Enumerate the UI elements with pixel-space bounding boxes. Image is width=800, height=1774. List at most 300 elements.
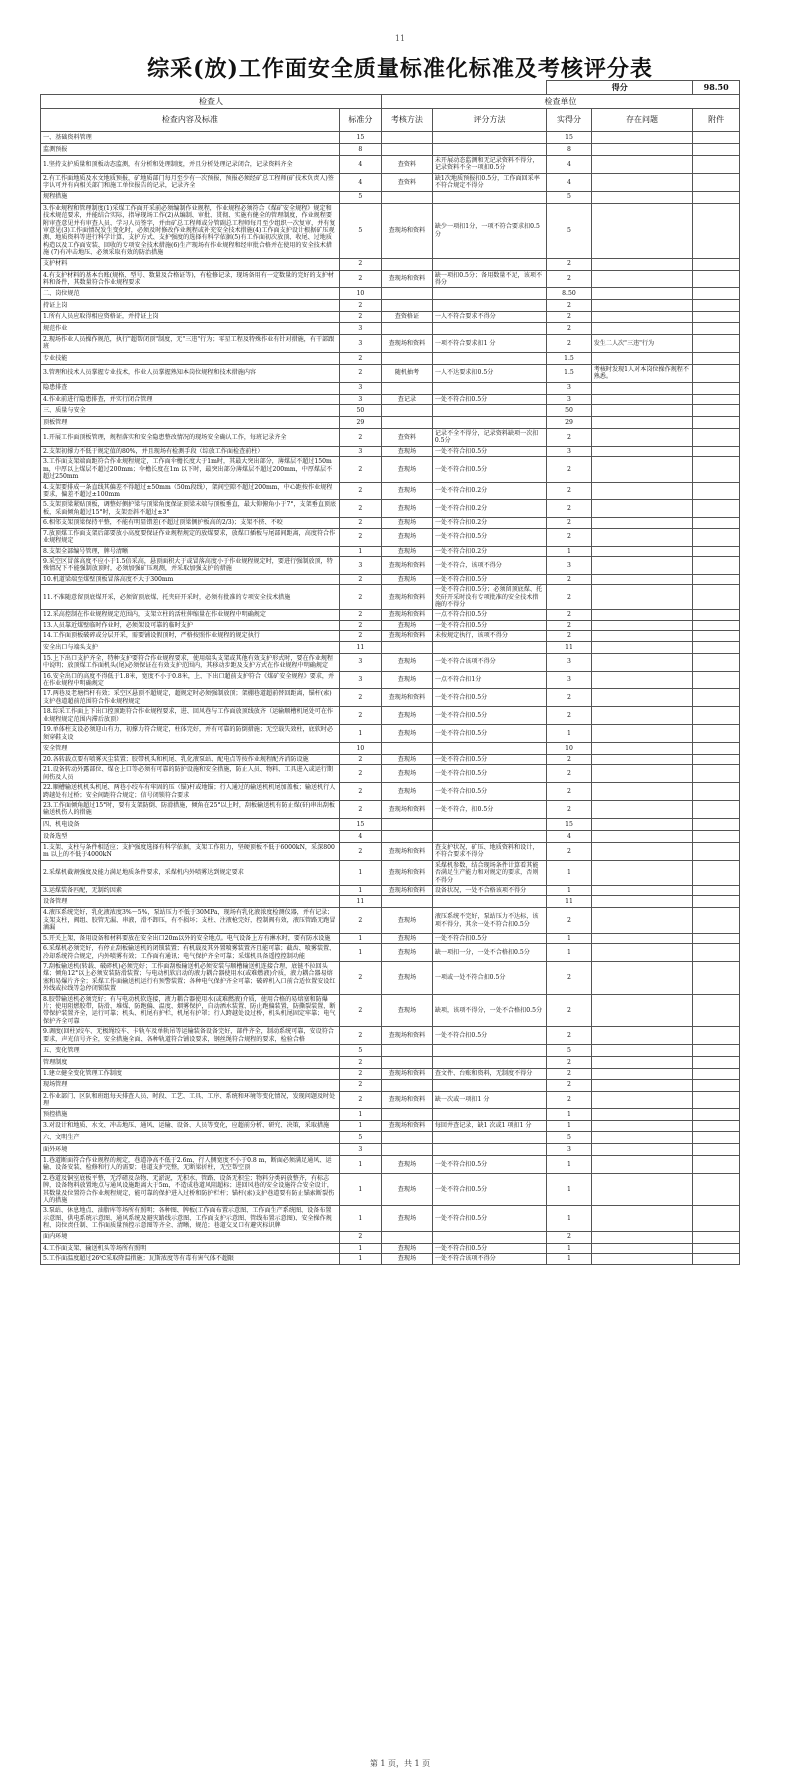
eval-method: 缺少一项扣1分，一项不符合要求扣0.5分: [432, 203, 546, 258]
eval-cell: [432, 288, 546, 300]
eval-method: 一处不符合扣0.5分: [432, 528, 546, 546]
issue-cell: [591, 429, 693, 447]
actual-score: 2: [547, 300, 591, 312]
check-method: 随机抽考: [382, 364, 433, 382]
actual-score: 2: [547, 270, 591, 288]
note-cell: [693, 610, 740, 620]
table-row: [41, 707, 740, 725]
eval-method: 一处不符合扣0.5分: [432, 754, 546, 764]
check-method: 查现场和资料: [382, 1121, 433, 1131]
note-cell: [693, 742, 740, 754]
table-row: [41, 312, 740, 322]
header-method: 考核方法: [382, 109, 433, 132]
note-cell: [693, 417, 740, 429]
actual-score: 2: [547, 585, 591, 610]
actual-score: 8.50: [547, 288, 591, 300]
actual-score: 4: [547, 173, 591, 191]
note-cell: [693, 818, 740, 830]
standard-score: 2: [339, 1231, 381, 1243]
eval-method: 一处不符合扣0.5分: [432, 707, 546, 725]
note-cell: [693, 482, 740, 500]
check-method: 查资料: [382, 429, 433, 447]
actual-score: 2: [547, 707, 591, 725]
eval-cell: [432, 1231, 546, 1243]
eval-cell: [432, 1057, 546, 1069]
standard-score: 1: [339, 725, 381, 743]
note-cell: [693, 1243, 740, 1253]
method-cell: [382, 641, 433, 653]
eval-cell: [432, 405, 546, 417]
note-cell: [693, 842, 740, 860]
issue-cell: [591, 203, 693, 258]
eval-cell: [432, 742, 546, 754]
note-cell: [693, 1173, 740, 1206]
note-cell: [693, 801, 740, 819]
section-row: [41, 352, 740, 364]
table-row: [41, 500, 740, 518]
page-title: 综采(放)工作面安全质量标准化标准及考核评分表: [147, 56, 653, 82]
standard-score: 3: [339, 394, 381, 404]
table-row: [41, 1027, 740, 1045]
note-cell: [693, 457, 740, 482]
note-cell: [693, 896, 740, 908]
actual-score: 1: [547, 1254, 591, 1264]
issue-cell: [591, 994, 693, 1027]
check-content: 2.采煤机截割强度及能力满足地质条件要求，采煤机内外喷雾达到规定要求: [41, 860, 340, 885]
check-content: 8.支架全部编号管理，牌号清晰: [41, 546, 340, 556]
eval-method: 一点不符合扣0.5分: [432, 610, 546, 620]
standard-score: 1: [339, 860, 381, 885]
actual-score: 2: [547, 1027, 591, 1045]
eval-method: 一处不符合扣0.5分；必须留顶底煤、托夹矸开采时没有专项批准的安全技术措施的不得分: [432, 585, 546, 610]
actual-score: 2: [547, 783, 591, 801]
section-row: [41, 1143, 740, 1155]
issue-cell: [591, 191, 693, 203]
note-cell: [693, 429, 740, 447]
note-cell: [693, 405, 740, 417]
eval-cell: [432, 417, 546, 429]
category-title: 六、文明生产: [41, 1131, 340, 1143]
standard-score: 2: [339, 801, 381, 819]
eval-cell: [432, 1109, 546, 1121]
check-content: 3.运煤装备匹配，无制约因素: [41, 886, 340, 896]
actual-score: 2: [547, 500, 591, 518]
issue-cell: [591, 801, 693, 819]
eval-method: 一处不符合扣0.5分: [432, 725, 546, 743]
note-cell: [693, 1109, 740, 1121]
eval-method: 一处不符合扣0.5分: [432, 1027, 546, 1045]
scoring-table: [40, 80, 740, 1265]
eval-method: 缺一次或一项扣1 分: [432, 1091, 546, 1109]
check-method: 查现场: [382, 500, 433, 518]
check-content: 10.机道梁端至煤壁顶板冒落高度不大于300mm: [41, 574, 340, 584]
note-cell: [693, 653, 740, 671]
section-title: 持证上岗: [41, 300, 340, 312]
note-cell: [693, 556, 740, 574]
table-row: [41, 1155, 740, 1173]
check-method: 查现场: [382, 653, 433, 671]
actual-score: 1: [547, 933, 591, 943]
eval-method: 一人不达要求扣0.5分: [432, 364, 546, 382]
eval-method: 一处不符合扣0.5分: [432, 689, 546, 707]
check-content: 1.巷道断面符合作业规程的规定，巷道净高不低于2.6m，行人侧宽度不小于0.8 m，断面必须满足通风、运输、设备安装、检修和行人的需要；巷道支护完整，无断梁折柱，无空帮空顶: [41, 1155, 340, 1173]
note-cell: [693, 908, 740, 933]
actual-score: 1: [547, 886, 591, 896]
eval-method: 缺项，该项不得分，一处不合格扣0.5分: [432, 994, 546, 1027]
note-cell: [693, 173, 740, 191]
check-method: 查现场和资料: [382, 610, 433, 620]
section-row: [41, 1057, 740, 1069]
standard-score: 5: [339, 191, 381, 203]
standard-score: 1: [339, 1121, 381, 1131]
table-row: [41, 610, 740, 620]
standard-score: 1: [339, 546, 381, 556]
section-row: [41, 258, 740, 270]
actual-score: 1: [547, 1173, 591, 1206]
standard-score: 2: [339, 842, 381, 860]
check-method: 查现场: [382, 482, 433, 500]
method-cell: [382, 258, 433, 270]
check-content: 11.不准随意留顶底煤开采，必须留顶底煤、托夹矸开采时，必须有批准的专项安全技术措施: [41, 585, 340, 610]
standard-score: 1: [339, 1254, 381, 1264]
issue-cell: [591, 830, 693, 842]
check-method: 查现场: [382, 1243, 433, 1253]
actual-score: 1: [547, 1121, 591, 1131]
standard-score: 1: [339, 933, 381, 943]
standard-score: 2: [339, 610, 381, 620]
issue-cell: [591, 1121, 693, 1131]
check-content: 5.支架顶梁紧贴顶板，调整好侧护梁与顶梁角度保证顶梁末端与顶板垂直，最大仰俯角小于7°，支架垂直顶底板，采面倾角超过15°时，支架歪斜不超过±3°: [41, 500, 340, 518]
section-row: [41, 1231, 740, 1243]
check-method: 查现场和资料: [382, 334, 433, 352]
standard-score: 1: [339, 944, 381, 962]
header-std: 标准分: [339, 109, 381, 132]
note-cell: [693, 1079, 740, 1091]
section-title: 规范作业: [41, 322, 340, 334]
method-cell: [382, 144, 433, 156]
note-cell: [693, 270, 740, 288]
inspector-row: [41, 95, 740, 109]
section-title: 规程措施: [41, 191, 340, 203]
standard-score: 2: [339, 707, 381, 725]
section-row: [41, 382, 740, 394]
eval-cell: [432, 144, 546, 156]
check-method: 查现场: [382, 1155, 433, 1173]
standard-score: 2: [339, 457, 381, 482]
eval-cell: [432, 132, 546, 144]
note-cell: [693, 288, 740, 300]
issue-cell: [591, 1027, 693, 1045]
eval-method: 一处不符合扣0.5分: [432, 1155, 546, 1173]
eval-cell: [432, 896, 546, 908]
eval-method: 一项或一处不符合扣0.5分: [432, 961, 546, 994]
issue-cell: [591, 1254, 693, 1264]
actual-score: 3: [547, 556, 591, 574]
method-cell: [382, 1057, 433, 1069]
note-cell: [693, 631, 740, 641]
table-row: [41, 270, 740, 288]
section-row: [41, 322, 740, 334]
score-row: [41, 81, 740, 95]
check-content: 2.现场作业人员操作规范，执行"超帮闭顶"制度，无"三违"行为；零星工程及特殊作业有针对措施，有干部跟班: [41, 334, 340, 352]
table-row: [41, 364, 740, 382]
issue-cell: [591, 546, 693, 556]
category-row: [41, 405, 740, 417]
standard-score: 3: [339, 671, 381, 689]
issue-cell: [591, 653, 693, 671]
note-cell: [693, 352, 740, 364]
standard-score: 2: [339, 1079, 381, 1091]
check-method: 查现场: [382, 754, 433, 764]
method-cell: [382, 132, 433, 144]
standard-score: 10: [339, 288, 381, 300]
standard-score: 1: [339, 1109, 381, 1121]
actual-score: 3: [547, 1143, 591, 1155]
actual-score: 50: [547, 405, 591, 417]
check-method: 查现场和资料: [382, 842, 433, 860]
eval-method: 一处不符合扣0.5分: [432, 1173, 546, 1206]
issue-cell: [591, 288, 693, 300]
eval-method: 一处不符合扣0.2分: [432, 546, 546, 556]
standard-score: 1: [339, 1155, 381, 1173]
table-row: [41, 1091, 740, 1109]
issue-cell: [591, 1243, 693, 1253]
issue-cell: [591, 610, 693, 620]
standard-score: 1: [339, 1243, 381, 1253]
standard-score: 2: [339, 429, 381, 447]
actual-score: 5: [547, 203, 591, 258]
table-row: [41, 574, 740, 584]
issue-cell: [591, 1091, 693, 1109]
issue-cell: [591, 754, 693, 764]
note-cell: [693, 641, 740, 653]
section-title: 设备管理: [41, 896, 340, 908]
issue-cell: [591, 908, 693, 933]
issue-cell: [591, 641, 693, 653]
issue-cell: [591, 689, 693, 707]
eval-cell: [432, 1143, 546, 1155]
check-content: 6.采煤机必须完好，有停止刮板输送机的闭锁装置；有机载及其外置喷雾装置齐且能可靠；截齿、喷雾装置、冷却系统符合规定，内外喷雾有效；工作面有通讯；电气保护齐全可靠；采煤机具备遥控控制功能: [41, 944, 340, 962]
eval-method: 每回井查记录，缺1 次或1 项扣1 分: [432, 1121, 546, 1131]
standard-score: 2: [339, 631, 381, 641]
table-row: [41, 1173, 740, 1206]
issue-cell: [591, 842, 693, 860]
method-cell: [382, 1143, 433, 1155]
check-content: 1.支架、支柱与条件相适应；支护强度选择有科学依据，支架工作阻力，坚硬顶板不低于6000kN，采深800m 以上的不低于4000kN: [41, 842, 340, 860]
check-content: 7.放顶煤工作面支架后部要放小高度要保证作业规程规定的放煤要求，放煤口插板与尾部间距离，高度符合作业规程规定: [41, 528, 340, 546]
section-row: [41, 300, 740, 312]
actual-score: 2: [547, 631, 591, 641]
issue-cell: [591, 482, 693, 500]
standard-score: 2: [339, 528, 381, 546]
actual-score: 1.5: [547, 352, 591, 364]
check-method: 查现场: [382, 783, 433, 801]
check-content: 17.两巷及老塘挡杆有效；采空区悬顶不超规定，超规定时必须强制放顶；架棚巷道超前替回距离，锚杆(索)支护巷道超前范围符合作业规程规定: [41, 689, 340, 707]
note-cell: [693, 689, 740, 707]
eval-method: 一处不符合扣0.2分: [432, 518, 546, 528]
issue-cell: [591, 528, 693, 546]
actual-score: 10: [547, 742, 591, 754]
actual-score: 4: [547, 156, 591, 174]
check-method: 查现场: [382, 933, 433, 943]
check-content: 3.管理和技术人员掌握专业技术，作业人员掌握熟知本岗位规程和技术措施内容: [41, 364, 340, 382]
actual-score: 2: [547, 1079, 591, 1091]
standard-score: 3: [339, 382, 381, 394]
issue-cell: [591, 860, 693, 885]
eval-method: 一人不符合要求不得分: [432, 312, 546, 322]
table-row: [41, 482, 740, 500]
section-title: 支护材料: [41, 258, 340, 270]
standard-score: 2: [339, 585, 381, 610]
issue-cell: [591, 156, 693, 174]
table-row: [41, 556, 740, 574]
actual-score: 1: [547, 860, 591, 885]
table-row: [41, 156, 740, 174]
standard-score: 2: [339, 574, 381, 584]
category-title: 四、机电设备: [41, 818, 340, 830]
table-row: [41, 620, 740, 630]
standard-score: 2: [339, 994, 381, 1027]
note-cell: [693, 707, 740, 725]
check-method: 查现场: [382, 446, 433, 456]
table-row: [41, 631, 740, 641]
section-title: 专业技能: [41, 352, 340, 364]
check-method: 查现场和资料: [382, 556, 433, 574]
eval-method: 一处不符合，该项不得分: [432, 556, 546, 574]
issue-cell: [591, 896, 693, 908]
table-row: [41, 429, 740, 447]
header-note: 附件: [693, 109, 740, 132]
standard-score: 10: [339, 742, 381, 754]
category-row: [41, 288, 740, 300]
check-content: 12.采高控制在作业规程规定范围内，支架立柱的活柱伸缩量在作业规程中明确规定: [41, 610, 340, 620]
check-content: 4.有支护材料的基本台账(规格、型号、数量及合格证等)，有检修记录，现场备用有一定数量的完好的支护材料和备件，其数量符合作业规程要求: [41, 270, 340, 288]
header-content: 检查内容及标准: [41, 109, 340, 132]
issue-cell: 考核时发现1人对本岗位操作规程不熟悉。: [591, 364, 693, 382]
check-method: 查资料: [382, 173, 433, 191]
table-row: [41, 334, 740, 352]
check-method: 查现场: [382, 620, 433, 630]
method-cell: [382, 1231, 433, 1243]
check-method: 查现场: [382, 546, 433, 556]
standard-score: 2: [339, 500, 381, 518]
issue-cell: [591, 961, 693, 994]
standard-score: 5: [339, 1131, 381, 1143]
issue-cell: [591, 783, 693, 801]
note-cell: [693, 1131, 740, 1143]
check-method: 查现场和资料: [382, 1069, 433, 1079]
eval-cell: [432, 1079, 546, 1091]
check-content: 2.有工作面地质及水文地质预报，矿地质部门每月至少有一次预报，预报必须经矿总工程师(矿技术负责人)签字认可并有向相关部门和施工单位报告的记录，记录齐全: [41, 173, 340, 191]
issue-cell: [591, 1231, 693, 1243]
note-cell: [693, 394, 740, 404]
actual-score: 1: [547, 1109, 591, 1121]
method-cell: [382, 322, 433, 334]
table-row: [41, 765, 740, 783]
table-row: [41, 1206, 740, 1231]
note-cell: [693, 1091, 740, 1109]
table-row: [41, 725, 740, 743]
eval-method: 一处不符合扣0.5分: [432, 620, 546, 630]
note-cell: [693, 830, 740, 842]
standard-score: 3: [339, 556, 381, 574]
method-cell: [382, 1109, 433, 1121]
issue-cell: [591, 933, 693, 943]
check-content: 23.工作面倾角超过15°时，要有支架防倒、防滑措施，倾角在25°以上时，刮板输送机有防止煤(矸)串出刮板输送机伤人的措施: [41, 801, 340, 819]
standard-score: 4: [339, 156, 381, 174]
section-title: 面内环境: [41, 1231, 340, 1243]
eval-method: 采煤机参数，结合现场条件计算看其能否满足生产能力和对规定的要求，否则不得分: [432, 860, 546, 885]
issue-cell: [591, 574, 693, 584]
note-cell: [693, 334, 740, 352]
check-content: 4.作业前进行隐患排查，并实行闭合管理: [41, 394, 340, 404]
actual-score: 1: [547, 725, 591, 743]
eval-method: 一处不符合扣0.5分: [432, 446, 546, 456]
issue-cell: [591, 620, 693, 630]
check-content: 15.上下出口支护齐全，特种支护要符合作业规程要求，使用端头支架或其他有效支护形式时，要在作业规程中说明；放顶煤工作面机头(尾)必须保证在有效支护范围内，其移动步距及支护方式在作业规程中明确规定: [41, 653, 340, 671]
eval-method: 设备状况，一处不合格该项不得分: [432, 886, 546, 896]
table-row: [41, 203, 740, 258]
check-content: 13.人员靠近煤壁临时作业时，必须架设可靠的临时支护: [41, 620, 340, 630]
note-cell: [693, 933, 740, 943]
issue-cell: [591, 446, 693, 456]
eval-cell: [432, 1131, 546, 1143]
eval-cell: [432, 382, 546, 394]
section-title: 现场管理: [41, 1079, 340, 1091]
check-method: 查现场: [382, 528, 433, 546]
standard-score: 1: [339, 1173, 381, 1206]
check-content: 9.采空区冒落高度不应小于1.5倍采高，悬顶面积大于或冒落高度小于作业规程规定时，要进行强制放顶，特殊情况下不能强制放顶时，必须加强矿压观测，并采取加强支护的措施: [41, 556, 340, 574]
check-content: 19.单体柱支设必须迎山有力，初撑力符合规定，柱体完好，并有可靠的防倒措施；无空载失效柱，底软时必须穿鞋支设: [41, 725, 340, 743]
table-row: [41, 173, 740, 191]
check-content: 2.作业部门、区队和班组每天排查人员、时段、工艺、工具、工序、系统和环境等变化情况，发现问题及时处理: [41, 1091, 340, 1109]
standard-score: 2: [339, 765, 381, 783]
eval-cell: [432, 322, 546, 334]
category-title: 二、岗位规范: [41, 288, 340, 300]
table-row: [41, 518, 740, 528]
actual-score: 2: [547, 457, 591, 482]
standard-score: 2: [339, 258, 381, 270]
page-number-top: 11: [394, 34, 406, 43]
issue-cell: [591, 144, 693, 156]
issue-cell: [591, 1079, 693, 1091]
actual-score: 5: [547, 191, 591, 203]
inspector-label: 检查人: [41, 95, 382, 109]
note-cell: [693, 671, 740, 689]
issue-cell: [591, 707, 693, 725]
actual-score: 2: [547, 1231, 591, 1243]
category-row: [41, 1045, 740, 1057]
standard-score: 2: [339, 1069, 381, 1079]
issue-cell: [591, 1069, 693, 1079]
eval-cell: [432, 191, 546, 203]
actual-score: 2: [547, 1069, 591, 1079]
check-method: 查现场: [382, 518, 433, 528]
method-cell: [382, 352, 433, 364]
check-content: 4.液压系统完好，乳化液浓度3%～5%，泵站压力不低于30MPa，现场有乳化液浓度检测仪器，并有记录；支架支柱，阀组、胶管无漏、串液，滑不卸压，有不损坏；支柱、注液枪完好，控制阀有效，液压管路无跑冒滴漏: [41, 908, 340, 933]
issue-cell: [591, 457, 693, 482]
method-cell: [382, 1131, 433, 1143]
actual-score: 1: [547, 1206, 591, 1231]
eval-method: 一处不符合扣0.2分: [432, 500, 546, 518]
eval-method: 查文件、台账和资料，无制度不得分: [432, 1069, 546, 1079]
issue-cell: [591, 886, 693, 896]
category-title: 三、质量与安全: [41, 405, 340, 417]
eval-method: 缺一项扣0.5分；备用数量不足，该项不得分: [432, 270, 546, 288]
note-cell: [693, 258, 740, 270]
header-issue: 存在问题: [591, 109, 693, 132]
issue-cell: [591, 1143, 693, 1155]
